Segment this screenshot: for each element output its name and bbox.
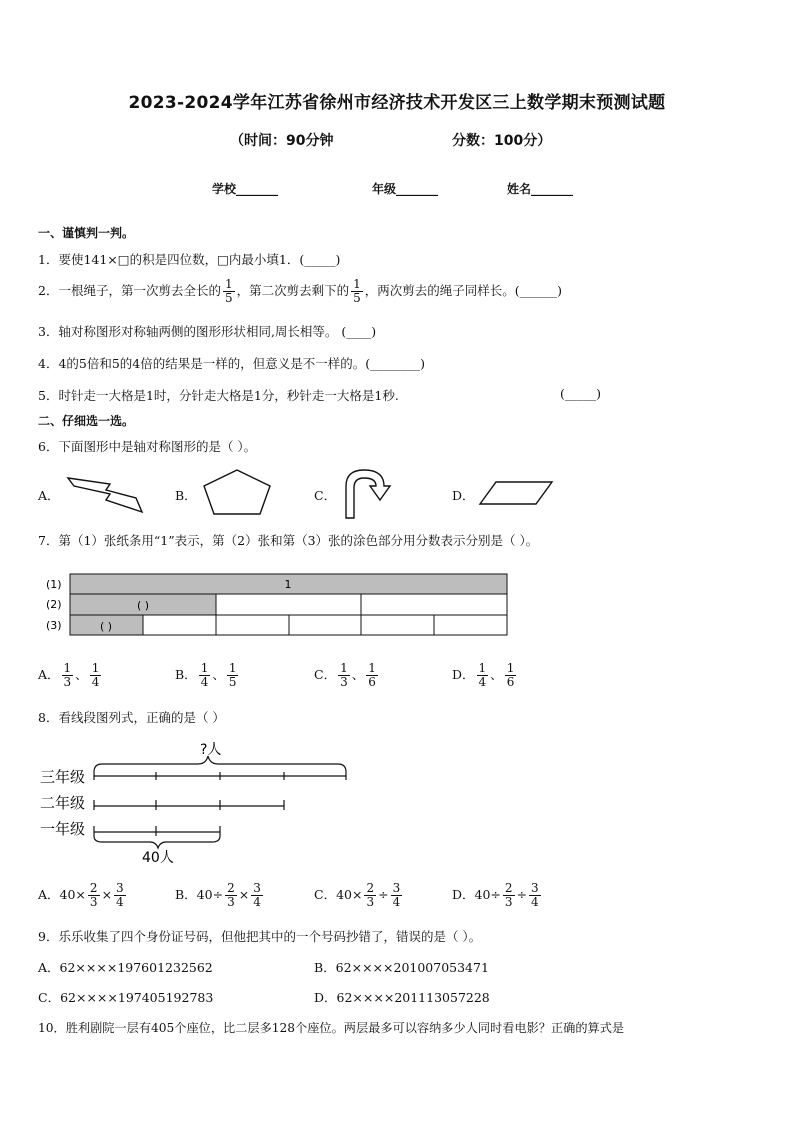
question-1: 1．要使141×□的积是四位数，□内最小填1．(_____) [38, 252, 341, 267]
q7-option-a[interactable]: A． $\frac{1}{3}$ 、 $\frac{1}{4}$ [38, 661, 100, 689]
top-brace [94, 756, 346, 772]
lightning-shape-icon [66, 472, 144, 514]
question-6: 6．下面图形中是轴对称图形的是（ ）。 [38, 439, 257, 454]
question-3: 3．轴对称图形对称轴两侧的图形形状相同,周长相等。 (____) [38, 324, 377, 339]
fraction: $\frac{1}{5}$ [224, 277, 233, 305]
question-7: 7．第（1）张纸条用“1”表示，第（2）张和第（3）张的涂色部分用分数表示分别是（ ）。 [38, 533, 539, 548]
question-2 [38, 278, 562, 305]
section-1-title: 一、谨慎判一判。 [38, 226, 135, 240]
strip-2-part [216, 594, 361, 615]
q7-option-c[interactable]: C． $\frac{1}{3}$ 、 $\frac{1}{6}$ [314, 661, 376, 689]
strip-label-1: (1) [46, 578, 62, 591]
q6-option-a[interactable]: A． [38, 488, 60, 503]
q6-option-d[interactable]: D． [452, 488, 475, 503]
question-5: 5．时针走一大格是1时，分针走大格是1分，秒针走一大格是1秒. [38, 388, 399, 403]
question-8: 8．看线段图列式，正确的是（ ） [38, 710, 225, 725]
question-9: 9．乐乐收集了四个身份证号码，但他把其中的一个号码抄错了，错误的是（ ）。 [38, 929, 482, 944]
grade-field: 年级_______ [372, 182, 439, 196]
school-field: 学校_______ [212, 182, 279, 196]
strip-3-part [143, 615, 216, 635]
question-2-part-c: ，两次剪去的绳子同样长。(______) [364, 283, 563, 298]
strip-label-3: (3) [46, 619, 62, 632]
page-title: 2023-2024学年江苏省徐州市经济技术开发区三上数学期末预测试题 [128, 93, 666, 113]
question-10: 10．胜利剧院一层有405个座位，比二层多128个座位。两层最多可以容纳多少人同时看电影？正确的算式是 [38, 1021, 625, 1035]
strip-3-part [434, 615, 507, 635]
label-grade-1: 一年级 [40, 820, 86, 838]
q8-option-c[interactable]: C．40× $\frac{2}{3}$ ÷ $\frac{3}{4}$ [314, 881, 401, 909]
strip-1-label: 1 [284, 578, 292, 591]
label-40: 40人 [142, 850, 174, 866]
q6-option-c[interactable]: C． [314, 488, 337, 503]
strip-2-paren: ( ) [136, 599, 150, 612]
section-2-title: 二、仔细选一选。 [38, 414, 135, 428]
question-2-part-a: 2．一根绳子，第一次剪去全长的 [38, 283, 221, 298]
q9-option-a[interactable]: A．62××××197601232562 [38, 960, 213, 975]
exam-time: （时间：90分钟 [230, 133, 334, 149]
strip-3-paren: ( ) [99, 620, 113, 633]
label-unknown-total: ?人 [200, 742, 222, 758]
q9-option-c[interactable]: C．62××××197405192783 [38, 990, 214, 1005]
fraction: $\frac{1}{5}$ [353, 277, 361, 305]
q7-option-b[interactable]: B． $\frac{1}{4}$ 、 $\frac{1}{5}$ [175, 661, 237, 689]
segment-diagram [38, 736, 358, 868]
q8-option-a[interactable]: A．40× $\frac{2}{3}$ × $\frac{3}{4}$ [38, 881, 124, 909]
q6-option-b[interactable]: B． [175, 488, 197, 503]
question-2-part-b: ，第二次剪去剩下的 [236, 283, 350, 298]
strip-3-part [289, 615, 361, 635]
parallelogram-shape-icon [478, 478, 556, 508]
pentagon-shape-icon [200, 468, 274, 516]
bottom-brace [94, 836, 220, 848]
q7-option-d[interactable]: D． $\frac{1}{4}$ 、 $\frac{1}{6}$ [452, 661, 515, 689]
strip-label-2: (2) [46, 598, 62, 611]
strip-3-part [361, 615, 434, 635]
fraction-strips-figure [38, 568, 518, 640]
question-4: 4．4的5倍和5的4倍的结果是一样的，但意义是不一样的。(________) [38, 356, 426, 371]
q8-option-d[interactable]: D．40÷ $\frac{2}{3}$ ÷ $\frac{3}{4}$ [452, 881, 539, 909]
label-grade-2: 二年级 [40, 794, 86, 812]
curved-arrow-shape-icon [340, 466, 400, 520]
exam-score: 分数：100分） [452, 133, 552, 149]
q9-option-d[interactable]: D．62××××201113057228 [314, 990, 490, 1005]
q8-option-b[interactable]: B．40÷ $\frac{2}{3}$ × $\frac{3}{4}$ [175, 881, 261, 909]
q9-option-b[interactable]: B．62××××201007053471 [314, 960, 489, 975]
strip-2-part [361, 594, 507, 615]
name-field: 姓名_______ [507, 182, 574, 196]
question-5-blank: (_____) [560, 386, 602, 401]
label-grade-3: 三年级 [40, 768, 86, 786]
strip-3-part [216, 615, 289, 635]
